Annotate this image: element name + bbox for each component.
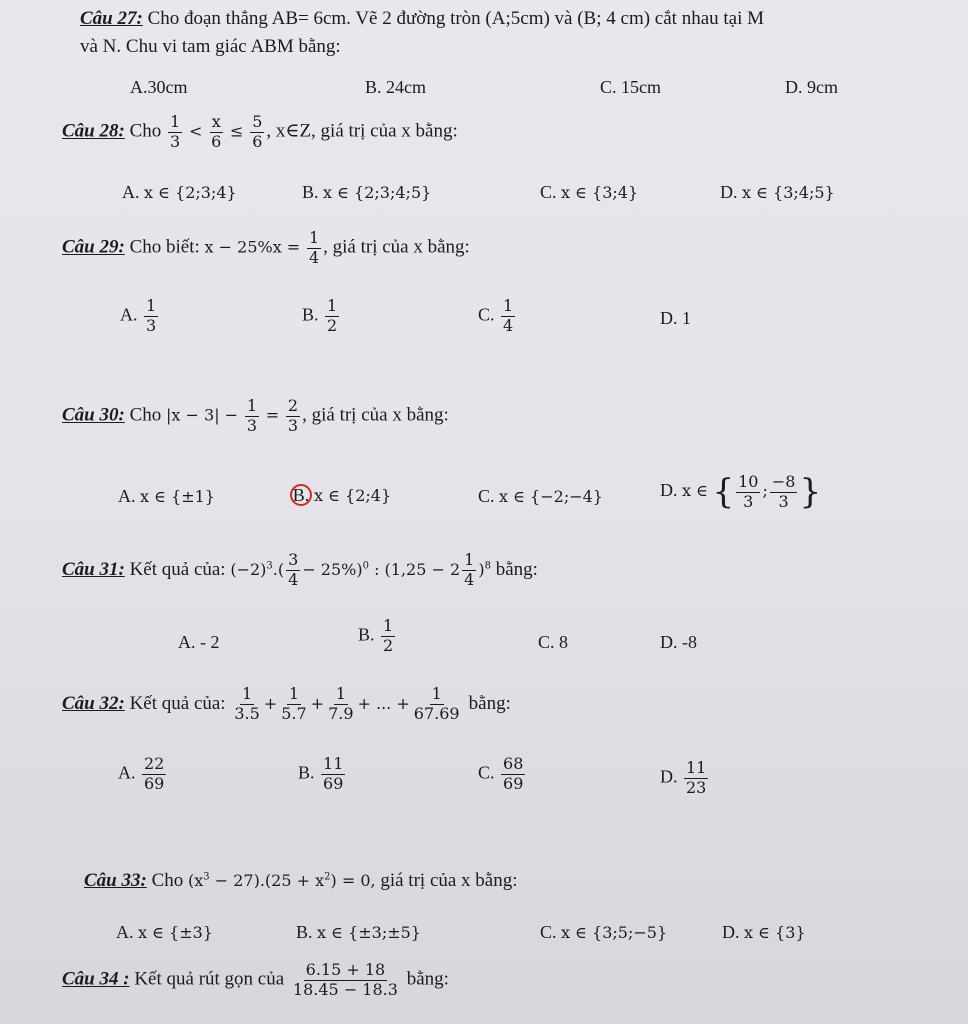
option-c xyxy=(478,756,527,793)
denominator: 5.7 xyxy=(281,703,307,723)
option-c: C. 15cm xyxy=(600,77,661,97)
numerator: 1 xyxy=(241,684,253,703)
expression: |x − 3| − xyxy=(166,405,239,425)
exponent: 8 xyxy=(484,560,491,572)
expression xyxy=(230,550,491,589)
option-letter: B. xyxy=(296,922,313,942)
fraction xyxy=(291,962,400,999)
option-d: D. 9cm xyxy=(785,77,838,97)
fraction xyxy=(412,686,462,723)
expression xyxy=(188,871,376,890)
denominator: 6 xyxy=(252,131,263,151)
option-letter: B. xyxy=(302,182,319,202)
numerator: 1 xyxy=(335,684,346,703)
option-letter: B. xyxy=(298,762,315,783)
numerator: 1 xyxy=(308,228,320,247)
answer-circle-mark: B. xyxy=(290,484,312,506)
operator: + ... + xyxy=(357,693,410,713)
numerator: 1 xyxy=(170,112,181,131)
question-text: Kết quả của: xyxy=(129,692,226,714)
question-31 xyxy=(62,552,538,589)
option-letter: D. xyxy=(660,480,678,501)
fraction xyxy=(684,760,708,797)
denominator: 67.69 xyxy=(413,703,460,723)
denominator: 6 xyxy=(211,131,222,151)
option-value: x ∈ {2;3;4;5} xyxy=(323,183,432,202)
numerator: 1 xyxy=(503,296,514,315)
question-text: Kết quả rút gọn của xyxy=(134,968,285,990)
question-number: Câu 33: xyxy=(84,870,147,891)
option-letter: D. xyxy=(660,766,678,787)
option-d xyxy=(660,760,710,797)
denominator: 3 xyxy=(246,415,258,435)
option-value: x ∈ {3;5;−5} xyxy=(561,923,668,942)
question-text: Cho xyxy=(151,870,184,891)
question-29 xyxy=(62,230,470,267)
option-a xyxy=(118,486,215,507)
option-letter: C. xyxy=(540,182,557,202)
question-text: giá trị của x bằng: xyxy=(375,870,518,891)
denominator: 4 xyxy=(308,247,320,267)
option-a: A. - 2 xyxy=(178,632,220,652)
question-number: Câu 28: xyxy=(62,120,125,142)
fraction xyxy=(326,686,355,723)
option-d xyxy=(720,182,835,203)
denominator: 3.5 xyxy=(234,703,260,723)
brace-left-icon: { xyxy=(712,472,735,512)
expr-part: − 27).(25 + x xyxy=(209,871,325,890)
option-a xyxy=(122,182,237,203)
expr-part: ) = 0, xyxy=(330,871,376,890)
option-b xyxy=(302,298,341,335)
fraction xyxy=(144,298,158,335)
denominator: 4 xyxy=(464,569,475,589)
fraction xyxy=(381,618,395,655)
denominator: 2 xyxy=(327,315,338,335)
option-d: D. 1 xyxy=(660,308,691,328)
option-value: x ∈ {3;4} xyxy=(561,183,639,202)
fraction xyxy=(286,398,300,435)
option-c: C. 8 xyxy=(538,632,569,652)
fraction xyxy=(245,398,259,435)
expression xyxy=(230,684,468,723)
question-28 xyxy=(62,114,458,151)
question-34 xyxy=(62,962,449,999)
question-text: Kết quả của: xyxy=(129,558,226,580)
question-text: Cho biết: xyxy=(129,236,200,258)
operator: < xyxy=(188,121,203,141)
question-number: Câu 29: xyxy=(62,236,125,258)
option-d: D. -8 xyxy=(660,632,697,652)
question-text: bằng: xyxy=(495,558,538,580)
option-value: x ∈ {±1} xyxy=(140,487,215,506)
option-d xyxy=(722,922,806,943)
fraction xyxy=(232,686,261,723)
numerator: 6.15 + 18 xyxy=(305,960,386,979)
option-value: x ∈ {3} xyxy=(744,923,806,942)
option-value: x ∈ {2;3;4} xyxy=(144,183,237,202)
numerator: x xyxy=(211,112,221,131)
option-c xyxy=(478,486,603,507)
expr-part: − 25%) xyxy=(302,559,363,579)
fraction xyxy=(307,230,321,267)
exponent: 3 xyxy=(203,871,210,883)
option-letter: C. xyxy=(540,922,557,942)
option-c xyxy=(540,182,638,203)
numerator: 1 xyxy=(146,296,157,315)
option-letter: C. xyxy=(478,762,495,783)
numerator: 1 xyxy=(246,396,258,415)
denominator: 23 xyxy=(686,777,707,797)
question-text: Cho đoạn thẳng AB= 6cm. Vẽ 2 đường tròn (A;5cm) và (B; 4 cm) cắt nhau tại M xyxy=(147,8,765,29)
expr-part: ) xyxy=(478,559,485,579)
expr-part: .( xyxy=(272,559,285,579)
denominator: 7.9 xyxy=(328,703,354,723)
option-c xyxy=(540,922,667,943)
question-text: , x∈Z, giá trị của x bằng: xyxy=(266,120,458,142)
question-text: , giá trị của x bằng: xyxy=(323,236,470,258)
exponent: 2 xyxy=(324,871,331,883)
denominator: 4 xyxy=(288,569,299,589)
denominator: 3 xyxy=(778,491,789,511)
exponent: 3 xyxy=(266,560,273,572)
option-letter: B. xyxy=(302,304,319,325)
question-33 xyxy=(84,870,518,892)
option-value: x ∈ {3;4;5} xyxy=(742,183,835,202)
question-number: Câu 32: xyxy=(62,692,125,714)
option-letter: D. xyxy=(720,182,738,202)
fraction xyxy=(462,552,476,589)
question-number: Câu 30: xyxy=(62,404,125,426)
fraction xyxy=(209,114,223,151)
option-letter: A. xyxy=(120,304,138,325)
numerator: 1 xyxy=(383,616,394,635)
option-letter: A. xyxy=(118,762,136,783)
fraction xyxy=(279,686,308,723)
operator: ≤ xyxy=(230,121,244,141)
numerator: 1 xyxy=(327,296,338,315)
option-letter: A. xyxy=(122,182,140,202)
expr-part: : (1,25 − 2 xyxy=(368,559,461,579)
option-d xyxy=(660,472,821,512)
question-27-line2: và N. Chu vi tam giác ABM bằng: xyxy=(80,36,341,57)
fraction xyxy=(770,471,798,511)
question-number: Câu 27: xyxy=(80,8,143,29)
question-text: bằng: xyxy=(406,968,449,990)
numerator: 1 xyxy=(288,684,300,703)
denominator: 4 xyxy=(503,315,514,335)
option-b xyxy=(358,618,397,655)
option-letter: C. xyxy=(478,304,495,325)
denominator: 18.45 − 18.3 xyxy=(292,979,398,999)
question-text: Cho xyxy=(129,120,162,142)
operator: = xyxy=(265,405,280,425)
fraction xyxy=(286,552,300,589)
fraction xyxy=(736,471,760,511)
question-number: Câu 34 : xyxy=(62,968,130,990)
option-a xyxy=(118,756,168,793)
separator: ; xyxy=(762,481,768,501)
option-letter: A. xyxy=(116,922,134,942)
denominator: 2 xyxy=(383,635,394,655)
numerator: 5 xyxy=(252,112,263,131)
numerator: 11 xyxy=(323,754,344,773)
operator: + xyxy=(263,693,278,713)
numerator: 10 xyxy=(738,471,759,491)
option-a xyxy=(120,298,160,335)
option-b xyxy=(296,922,421,943)
numerator: −8 xyxy=(771,471,796,491)
option-b xyxy=(302,182,431,203)
numerator: 11 xyxy=(686,758,707,777)
operator: + xyxy=(310,693,325,713)
fraction xyxy=(142,756,166,793)
option-value: x ∈ {2;4} xyxy=(314,486,392,505)
numerator: 2 xyxy=(287,396,299,415)
denominator: 3 xyxy=(146,315,157,335)
option-value: x ∈ {±3} xyxy=(138,923,213,942)
option-a xyxy=(116,922,213,943)
denominator: 69 xyxy=(144,773,165,793)
expr-part: (x xyxy=(188,871,204,890)
question-text: Cho xyxy=(129,404,162,426)
expr-part: (−2) xyxy=(230,559,267,579)
option-b xyxy=(298,756,347,793)
denominator: 69 xyxy=(323,773,344,793)
denominator: 3 xyxy=(287,415,299,435)
question-27 xyxy=(80,8,764,30)
question-32 xyxy=(62,686,511,723)
numerator: 1 xyxy=(431,684,442,703)
option-value: x ∈ {−2;−4} xyxy=(499,487,603,506)
option-letter: B. xyxy=(358,624,375,645)
question-number: Câu 31: xyxy=(62,558,125,580)
expression: x − 25%x = xyxy=(204,237,301,257)
brace-right-icon: } xyxy=(799,472,822,512)
numerator: 3 xyxy=(288,550,299,569)
option-value: x ∈ xyxy=(682,481,708,501)
option-value: x ∈ {±3;±5} xyxy=(317,923,421,942)
option-c xyxy=(478,298,517,335)
option-b: B. 24cm xyxy=(365,77,426,97)
option-letter: C. xyxy=(478,486,495,506)
question-text: bằng: xyxy=(468,692,511,714)
numerator: 68 xyxy=(503,754,524,773)
exponent: 0 xyxy=(362,560,369,572)
option-a: A.30cm xyxy=(130,77,188,97)
fraction xyxy=(168,114,182,151)
fraction xyxy=(321,756,345,793)
fraction xyxy=(501,756,525,793)
option-b xyxy=(290,484,391,506)
question-30 xyxy=(62,398,449,435)
fraction xyxy=(250,114,264,151)
denominator: 3 xyxy=(743,491,754,511)
fraction xyxy=(325,298,339,335)
option-letter: A. xyxy=(118,486,136,506)
numerator: 1 xyxy=(464,550,475,569)
fraction xyxy=(501,298,515,335)
numerator: 22 xyxy=(144,754,165,773)
denominator: 69 xyxy=(503,773,524,793)
option-letter: D. xyxy=(722,922,740,942)
denominator: 3 xyxy=(170,131,181,151)
question-text: , giá trị của x bằng: xyxy=(302,404,449,426)
